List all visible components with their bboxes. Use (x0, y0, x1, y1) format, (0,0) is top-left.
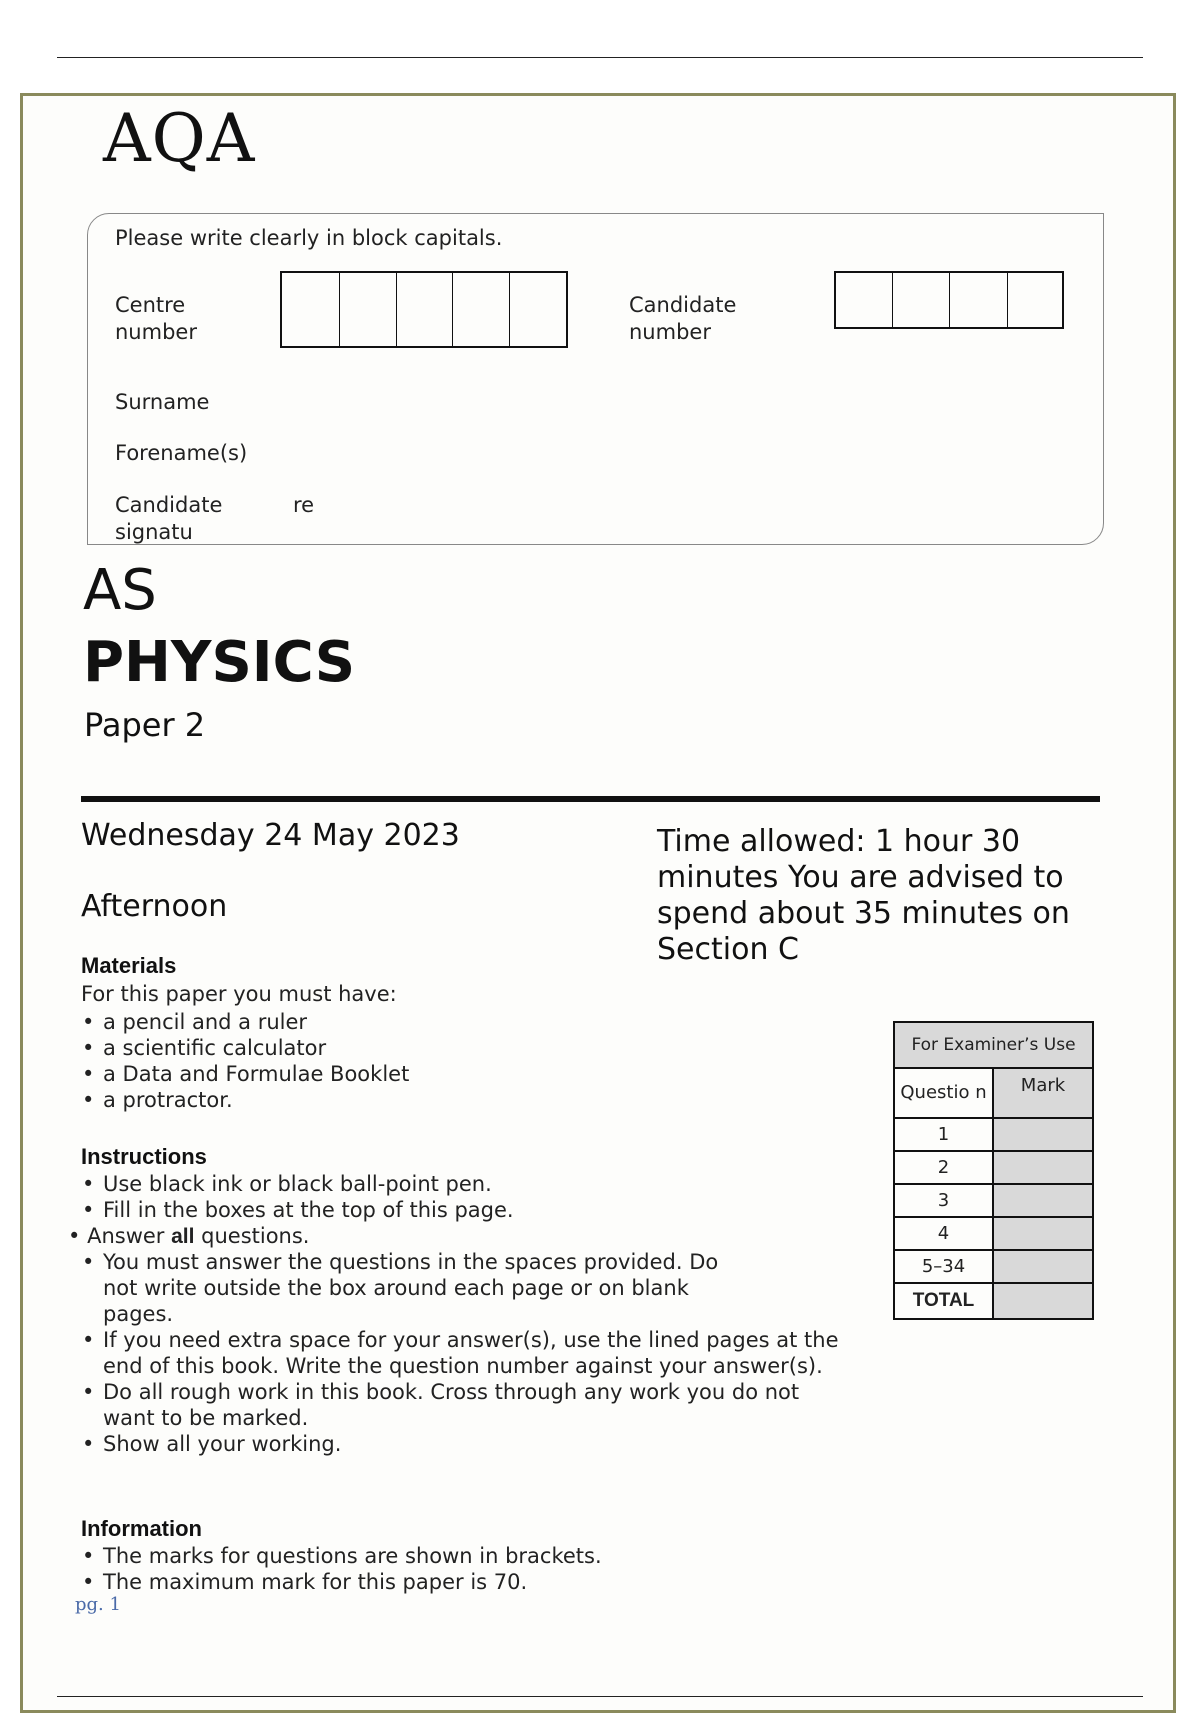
bottom-rule (57, 1696, 1143, 1697)
examiner-use-table (893, 1021, 1094, 1320)
time-allowed: Time allowed: 1 hour 30 minutes You are advised to spend about 35 minutes on Section C (657, 824, 1070, 967)
centre-digit-box[interactable] (282, 273, 340, 346)
centre-number-boxes[interactable] (280, 271, 568, 348)
title-divider (81, 796, 1100, 802)
subject-title: PHYSICS (83, 630, 356, 695)
materials-list (80, 1009, 409, 1113)
centre-digit-box[interactable] (453, 273, 510, 346)
mark-cell[interactable] (993, 1151, 1093, 1184)
total-label: TOTAL (894, 1283, 993, 1319)
instructions-heading: Instructions (81, 1144, 207, 1169)
mark-column-header: Mark (993, 1068, 1093, 1118)
mark-cell[interactable] (993, 1217, 1093, 1250)
answer-all-instruction: • Answer all questions. (68, 1224, 310, 1248)
mark-cell[interactable] (993, 1118, 1093, 1151)
mark-cell[interactable] (993, 1250, 1093, 1283)
candidate-number-boxes[interactable] (834, 271, 1064, 329)
centre-digit-box[interactable] (397, 273, 453, 346)
signature-label-fragment: re (293, 493, 315, 517)
surname-label: Surname (115, 390, 210, 414)
signature-input[interactable] (330, 487, 1070, 521)
forenames-label: Forename(s) (115, 441, 248, 465)
information-heading: Information (81, 1516, 202, 1541)
centre-digit-box[interactable] (510, 273, 566, 346)
surname-input[interactable] (290, 384, 1070, 418)
candidate-digit-box[interactable] (893, 273, 950, 327)
materials-heading: Materials (81, 953, 177, 978)
list-item: • You must answer the questions in the spaces provided. Do not write outside the box around each page or on blank pages. (80, 1249, 753, 1327)
candidate-digit-box[interactable] (836, 273, 893, 327)
list-item: • Fill in the boxes at the top of this page. (80, 1197, 850, 1223)
mark-cell[interactable] (993, 1184, 1093, 1217)
forenames-input[interactable] (290, 435, 1070, 469)
block-capitals-instruction: Please write clearly in block capitals. (115, 226, 503, 250)
list-item: • If you need extra space for your answer(s), use the lined pages at the end of this book. Write the question number against your answer(s). (80, 1327, 843, 1379)
instructions-list (80, 1171, 850, 1223)
question-column-header: Questio n (894, 1068, 993, 1118)
page-number: pg. 1 (75, 1594, 121, 1615)
question-number-cell: 2 (894, 1151, 993, 1184)
total-mark-cell[interactable] (993, 1283, 1093, 1319)
list-item: • Show all your working. (80, 1431, 850, 1457)
exam-date: Wednesday 24 May 2023 (81, 818, 460, 853)
candidate-digit-box[interactable] (950, 273, 1008, 327)
question-number-cell: 1 (894, 1118, 993, 1151)
list-item: • a protractor. (80, 1087, 409, 1113)
aqa-logo: AQA (103, 100, 256, 177)
top-rule (57, 57, 1143, 58)
centre-number-label: Centre number (115, 293, 197, 344)
signature-label: Candidate signatu (115, 493, 223, 544)
list-item: • Use black ink or black ball-point pen. (80, 1171, 850, 1197)
candidate-number-label: Candidate number (629, 293, 737, 344)
list-item: • The maximum mark for this paper is 70. (80, 1569, 602, 1595)
exam-session: Afternoon (81, 889, 228, 924)
information-list (80, 1543, 602, 1595)
list-item: • a Data and Formulae Booklet (80, 1061, 409, 1087)
question-number-cell: 3 (894, 1184, 993, 1217)
materials-intro: For this paper you must have: (81, 982, 397, 1006)
question-number-cell: 5–34 (894, 1250, 993, 1283)
examiner-table-title: For Examiner’s Use (894, 1022, 1093, 1068)
qualification-level: AS (83, 558, 157, 623)
list-item: • The marks for questions are shown in brackets. (80, 1543, 602, 1569)
centre-digit-box[interactable] (340, 273, 397, 346)
list-item: • Do all rough work in this book. Cross through any work you do not want to be marked. (80, 1379, 823, 1431)
list-item: • a pencil and a ruler (80, 1009, 409, 1035)
instructions-list-continued (80, 1249, 850, 1457)
paper-number: Paper 2 (84, 706, 206, 744)
candidate-digit-box[interactable] (1008, 273, 1062, 327)
list-item: • a scientific calculator (80, 1035, 409, 1061)
question-number-cell: 4 (894, 1217, 993, 1250)
